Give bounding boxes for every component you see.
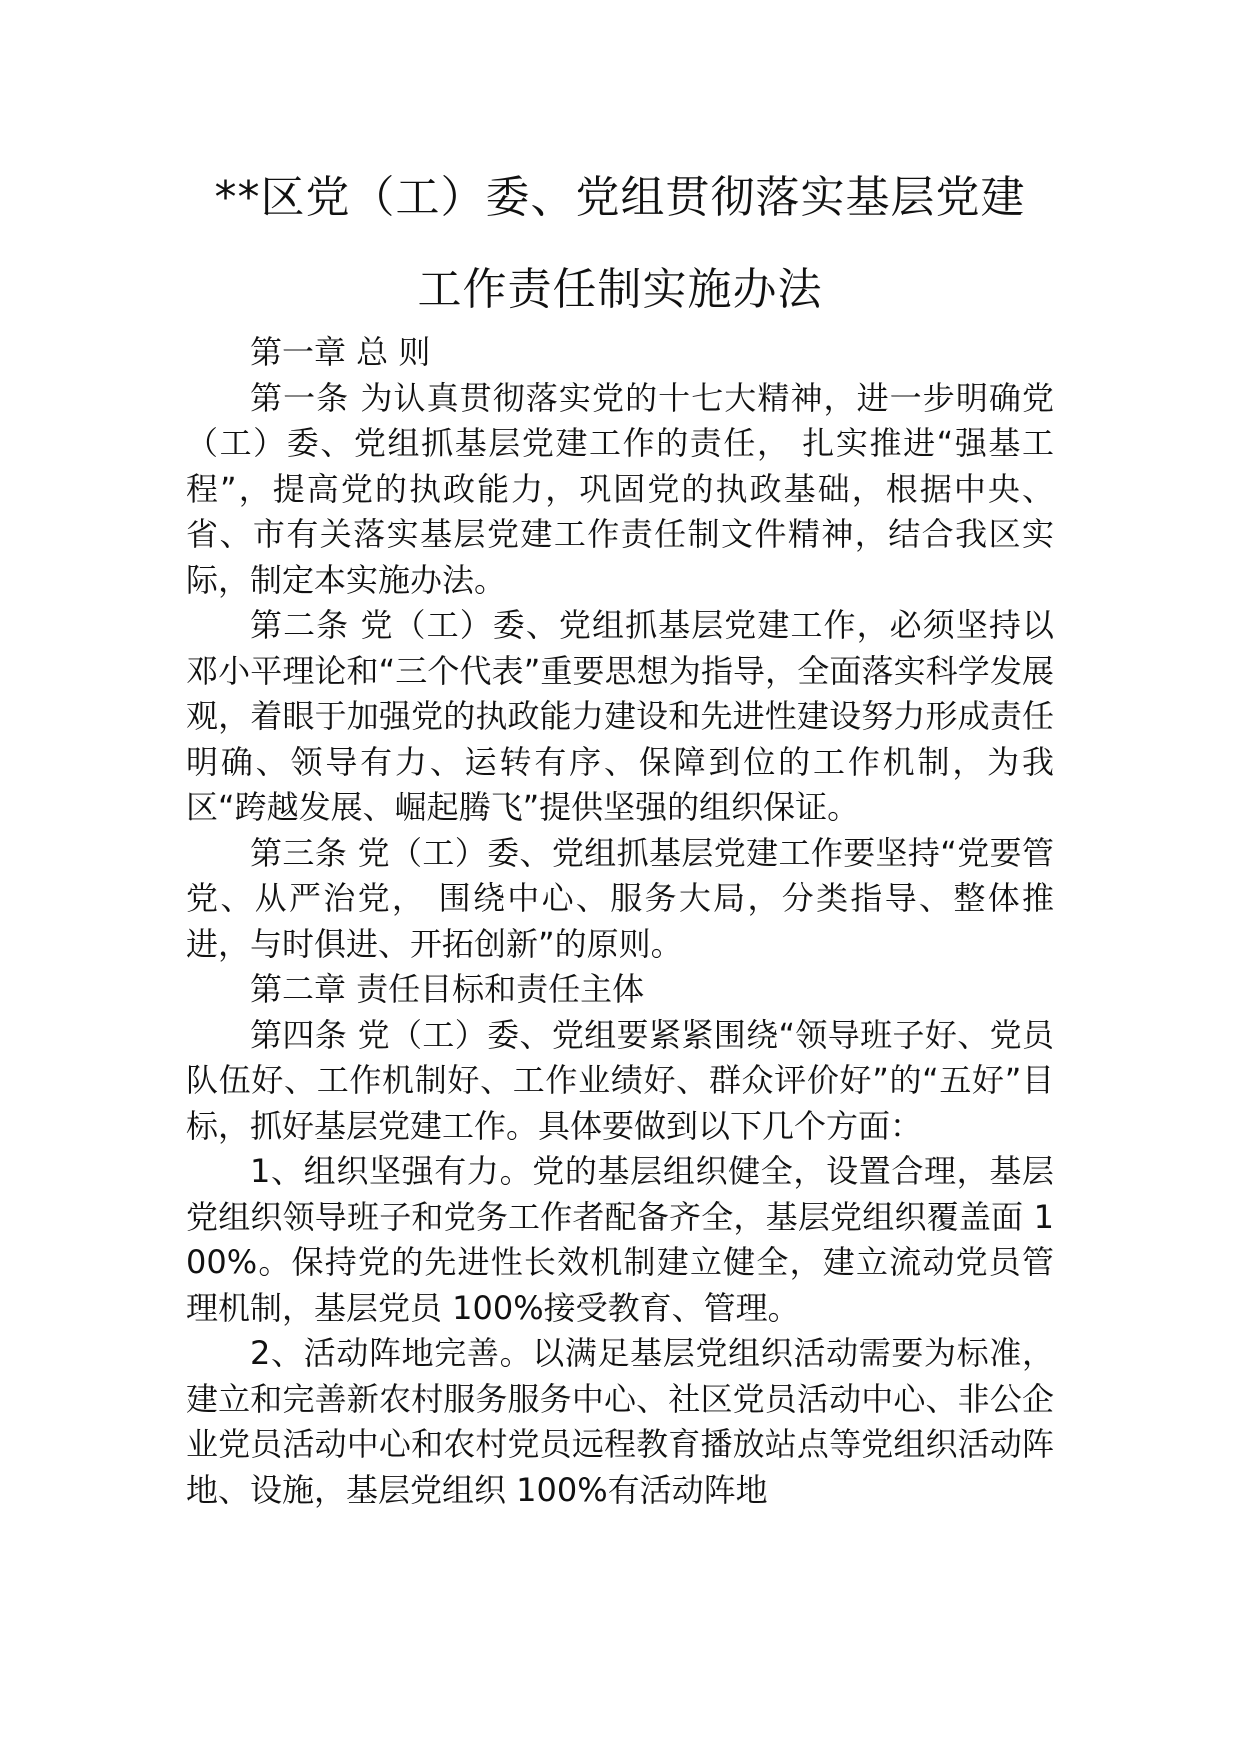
document-title-line-2: 工作责任制实施办法	[417, 264, 823, 315]
document-title-line-1: **区党（工）委、党组贯彻落实基层党建	[214, 172, 1026, 223]
chapter-2-heading: 第二章 责任目标和责任主体	[250, 970, 645, 1008]
list-item-2: 2、活动阵地完善。以满足基层党组织活动需要为标准，建立和完善新农村服务服务中心、社区党员活动中心、非公企业党员活动中心和农村党员远程教育播放站点等党组织活动阵地、设施，基层党组织 100%有活动阵地	[186, 1334, 1054, 1509]
article-2: 第二条 党（工）委、党组抓基层党建工作，必须坚持以邓小平理论和“三个代表”重要思想为指导，全面落实科学发展观，着眼于加强党的执政能力建设和先进性建设努力形成责任明确、领导有力、运转有序、保障到位的工作机制，为我区“跨越发展、崛起腾飞”提供坚强的组织保证。	[186, 606, 1054, 826]
list-item-1: 1、组织坚强有力。党的基层组织健全，设置合理，基层党组织领导班子和党务工作者配备齐全，基层党组织覆盖面 100%。保持党的先进性长效机制建立健全，建立流动党员管理机制，基层党员 100%接受教育、管理。	[186, 1152, 1054, 1327]
document-body	[186, 330, 1054, 1513]
article-4: 第四条 党（工）委、党组要紧紧围绕“领导班子好、党员队伍好、工作机制好、工作业绩好、群众评价好”的“五好”目标，抓好基层党建工作。具体要做到以下几个方面：	[186, 1015, 1054, 1145]
article-3: 第三条 党（工）委、党组抓基层党建工作要坚持“党要管党、从严治党， 围绕中心、服务大局，分类指导、整体推进，与时俱进、开拓创新”的原则。	[186, 833, 1054, 963]
article-1: 第一条 为认真贯彻落实党的十七大精神，进一步明确党（工）委、党组抓基层党建工作的责任， 扎实推进“强基工程”，提高党的执政能力，巩固党的执政基础，根据中央、省、市有关落实基层党建工作责任制文件精神，结合我区实际，制定本实施办法。	[186, 378, 1054, 599]
chapter-1-heading: 第一章 总 则	[250, 333, 431, 371]
